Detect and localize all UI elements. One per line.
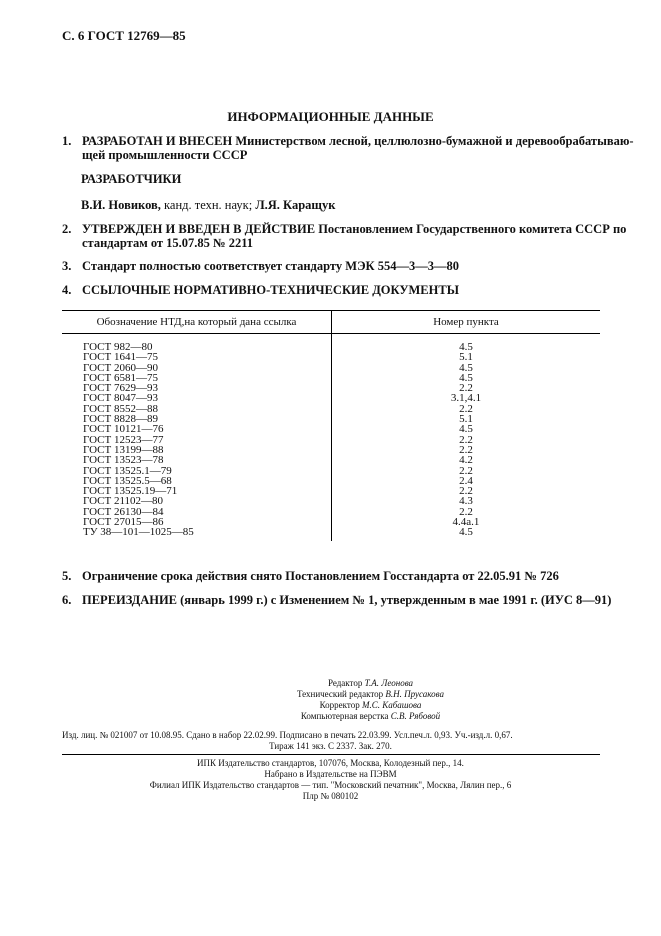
publication-line-2: Тираж 141 экз. С 2337. Зак. 270. <box>269 741 392 751</box>
document-cell: ГОСТ 2060—90 <box>62 363 332 373</box>
item-1-lead: РАЗРАБОТАН И ВНЕСЕН <box>82 134 233 148</box>
item-6-text: (январь 1999 г.) с Изменением № 1, утвержденным в мае 1991 г. (ИУС 8—91) <box>177 593 612 607</box>
item-2-text-line2: стандартам от 15.07.85 № 2211 <box>82 236 254 250</box>
item-4-number: 4. <box>62 283 72 297</box>
item-5 <box>62 569 559 583</box>
credit-editor-name: Т.А. Леонова <box>364 678 414 688</box>
clause-cell: 2.2 <box>459 485 473 498</box>
clause-cell: 4.2 <box>459 454 473 467</box>
clause-cell: 4.5 <box>459 526 473 539</box>
clause-cell: 4.5 <box>459 423 473 436</box>
clause-cell: 2.2 <box>459 433 473 446</box>
page-header: С. 6 ГОСТ 12769—85 <box>62 28 186 43</box>
clause-cell: 2.2 <box>459 443 473 456</box>
item-1-text-line2: щей промышленности СССР <box>82 148 248 162</box>
publisher-line-3: Филиал ИПК Издательство стандартов — тип. "Московский печатник", Москва, Лялин пер., 6 <box>149 780 512 790</box>
credit-tech-editor <box>40 689 661 700</box>
credits-block <box>40 678 661 722</box>
document-cell: ГОСТ 13523—78 <box>62 455 332 465</box>
clause-cell: 2.2 <box>459 402 473 415</box>
credit-layout-role: Компьютерная верстка <box>300 711 391 721</box>
item-1 <box>62 134 634 148</box>
clause-cell: 2.2 <box>459 464 473 477</box>
references-table <box>62 310 600 541</box>
document-cell: ГОСТ 13525.19—71 <box>62 486 332 496</box>
item-1-text-line1: Министерством лесной, целлюлозно-бумажной и деревообрабатываю- <box>232 134 634 148</box>
item-6-lead: ПЕРЕИЗДАНИЕ <box>82 593 178 607</box>
clause-cell: 5.1 <box>459 351 473 364</box>
item-3-number: 3. <box>62 259 72 273</box>
developer-2: Л.Я. Каращук <box>255 198 336 212</box>
clause-cell: 2.4 <box>459 474 473 487</box>
document-cell: ГОСТ 13199—88 <box>62 445 332 455</box>
clause-cell: 4.5 <box>459 361 473 374</box>
credit-corrector-name: М.С. Кабашова <box>361 700 422 710</box>
credit-corrector <box>40 700 661 711</box>
developers-label: РАЗРАБОТЧИКИ <box>81 172 182 186</box>
clause-cell: 5.1 <box>459 413 473 426</box>
item-1-number: 1. <box>62 134 72 148</box>
publication-line-1: Изд. лиц. № 021007 от 10.08.95. Сдано в набор 22.02.99. Подписано в печать 22.03.99. Усл.печ.л. 0,93. Уч.-изд.л. 0,67. <box>62 730 513 740</box>
developer-degree: канд. техн. наук; <box>160 198 256 212</box>
divider <box>62 754 600 755</box>
credit-layout <box>40 711 661 722</box>
publisher-line-1: ИПК Издательство стандартов, 107076, Москва, Колодезный пер., 14. <box>197 758 464 768</box>
clause-cell: 4.3 <box>459 495 473 508</box>
item-5-text: Ограничение срока действия снято Постановлением Госстандарта от 22.05.91 № 726 <box>82 569 559 583</box>
clause-cell: 2.2 <box>459 382 473 395</box>
table-row <box>62 334 600 353</box>
column-header-document: Обозначение НТД,на который дана ссылка <box>62 311 332 334</box>
document-cell: ГОСТ 6581—75 <box>62 373 332 383</box>
clause-cell: 3.1,4.1 <box>450 392 482 405</box>
document-cell: ГОСТ 26130—84 <box>62 507 332 517</box>
item-3 <box>62 259 459 273</box>
publisher-line-2: Набрано в Издательстве на ПЭВМ <box>264 769 397 779</box>
document-cell: ГОСТ 13525.5—68 <box>62 476 332 486</box>
credit-editor-role: Редактор <box>327 678 365 688</box>
item-4 <box>62 283 459 297</box>
credit-tech-editor-name: В.Н. Прусакова <box>385 689 445 699</box>
item-2-number: 2. <box>62 222 72 236</box>
document-cell: ГОСТ 12523—77 <box>62 435 332 445</box>
item-2 <box>62 222 626 236</box>
document-cell: ТУ 38—101—1025—85 <box>62 527 332 540</box>
document-cell: ГОСТ 982—80 <box>62 334 332 353</box>
item-5-number: 5. <box>62 569 72 583</box>
table-row <box>62 527 600 540</box>
document-cell: ГОСТ 13525.1—79 <box>62 466 332 476</box>
credit-tech-editor-role: Технический редактор <box>296 689 386 699</box>
table-header-row <box>62 311 600 334</box>
document-title: ИНФОРМАЦИОННЫЕ ДАННЫЕ <box>227 109 434 124</box>
item-6 <box>62 593 611 607</box>
clause-cell: 2.2 <box>459 505 473 518</box>
document-cell: ГОСТ 8552—88 <box>62 404 332 414</box>
item-2-text-line1: Постановлением Государственного комитета СССР по <box>315 222 627 236</box>
clause-cell: 4.5 <box>459 341 473 353</box>
credit-corrector-role: Корректор <box>319 700 362 710</box>
document-cell: ГОСТ 10121—76 <box>62 424 332 434</box>
clause-cell: 4.4а.1 <box>452 516 480 529</box>
credit-layout-name: С.В. Рябовой <box>390 711 441 721</box>
item-4-text: ССЫЛОЧНЫЕ НОРМАТИВНО-ТЕХНИЧЕСКИЕ ДОКУМЕНТЫ <box>82 283 459 297</box>
item-2-lead: УТВЕРЖДЕН И ВВЕДЕН В ДЕЙСТВИЕ <box>82 222 316 236</box>
document-cell: ГОСТ 1641—75 <box>62 352 332 362</box>
developers-list <box>81 198 335 213</box>
item-3-text: Стандарт полностью соответствует стандарту МЭК 554—3—3—80 <box>82 259 459 273</box>
clause-cell: 4.5 <box>459 371 473 384</box>
document-cell: ГОСТ 7629—93 <box>62 383 332 393</box>
document-cell: ГОСТ 21102—80 <box>62 496 332 506</box>
column-header-clause: Номер пункта <box>332 311 601 334</box>
document-cell: ГОСТ 27015—86 <box>62 517 332 527</box>
document-cell: ГОСТ 8828—89 <box>62 414 332 424</box>
publisher-line-4: Плр № 080102 <box>302 791 359 801</box>
credit-editor <box>40 678 661 689</box>
item-6-number: 6. <box>62 593 72 607</box>
developer-1: В.И. Новиков, <box>81 198 161 212</box>
document-cell: ГОСТ 8047—93 <box>62 393 332 403</box>
